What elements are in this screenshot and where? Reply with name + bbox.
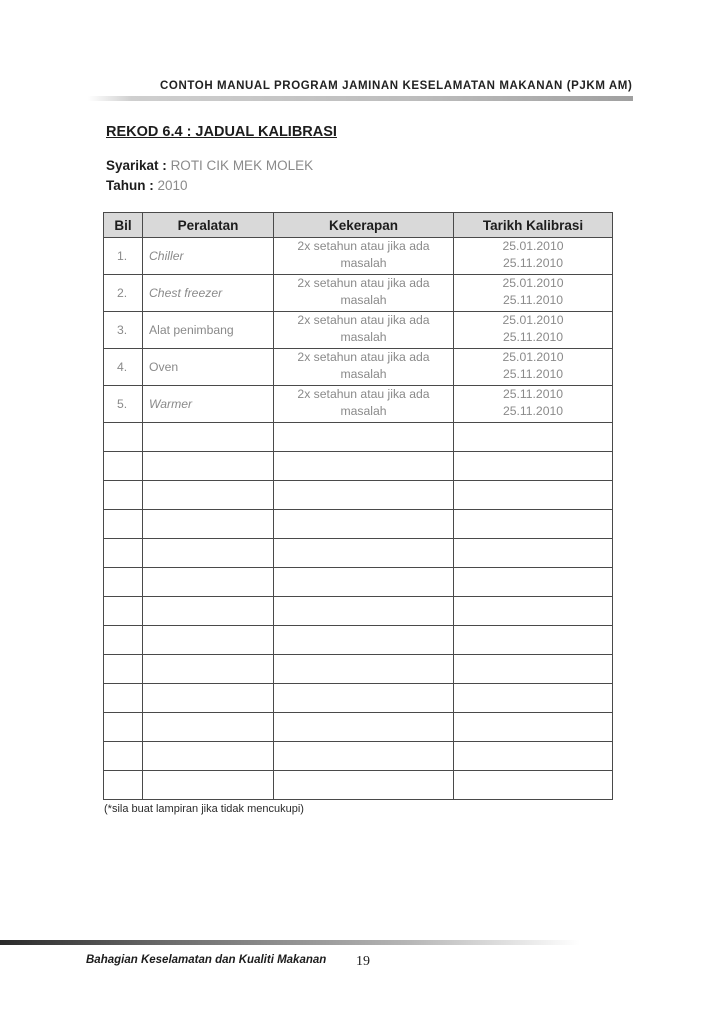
frequency-cell xyxy=(274,238,454,275)
year-value: 2010 xyxy=(157,178,188,193)
empty-table-row xyxy=(104,597,613,626)
empty-cell xyxy=(104,568,143,597)
company-label: Syarikat : xyxy=(106,158,167,173)
empty-cell xyxy=(274,655,454,684)
empty-table-row xyxy=(104,684,613,713)
row-number: 2. xyxy=(104,275,143,312)
calibration-date-2: 25.11.2010 xyxy=(502,404,564,418)
empty-cell xyxy=(143,568,274,597)
empty-table-row xyxy=(104,452,613,481)
empty-cell xyxy=(143,597,274,626)
calibration-date-cell xyxy=(454,349,613,386)
empty-table-row xyxy=(104,742,613,771)
row-number: 1. xyxy=(104,238,143,275)
empty-cell xyxy=(274,452,454,481)
empty-cell xyxy=(274,597,454,626)
header-rule xyxy=(88,96,633,101)
empty-cell xyxy=(454,423,613,452)
equipment-name: Chest freezer xyxy=(143,275,274,312)
empty-cell xyxy=(143,742,274,771)
row-number: 4. xyxy=(104,349,143,386)
empty-table-row xyxy=(104,771,613,800)
empty-cell xyxy=(454,655,613,684)
empty-cell xyxy=(104,510,143,539)
table-row xyxy=(104,349,613,386)
equipment-name: Warmer xyxy=(143,386,274,423)
frequency-line-1: 2x setahun atau jika ada xyxy=(297,313,430,327)
empty-cell xyxy=(274,626,454,655)
empty-cell xyxy=(143,481,274,510)
frequency-cell xyxy=(274,349,454,386)
footer-department: Bahagian Keselamatan dan Kualiti Makanan xyxy=(86,954,327,966)
empty-cell xyxy=(454,510,613,539)
calibration-date-1: 25.01.2010 xyxy=(502,313,564,327)
frequency-line-1: 2x setahun atau jika ada xyxy=(297,239,430,253)
empty-cell xyxy=(104,626,143,655)
calibration-date-cell xyxy=(454,312,613,349)
running-header: CONTOH MANUAL PROGRAM JAMINAN KESELAMATAN MAKANAN (PJKM AM) xyxy=(160,80,633,92)
empty-cell xyxy=(143,713,274,742)
empty-cell xyxy=(454,597,613,626)
footer-rule xyxy=(0,940,580,945)
empty-table-row xyxy=(104,626,613,655)
empty-table-row xyxy=(104,568,613,597)
empty-cell xyxy=(274,742,454,771)
frequency-line-1: 2x setahun atau jika ada xyxy=(297,387,430,401)
empty-cell xyxy=(104,655,143,684)
footnote: (*sila buat lampiran jika tidak mencukupi) xyxy=(104,803,304,815)
empty-cell xyxy=(143,452,274,481)
frequency-line-2: masalah xyxy=(340,293,387,307)
empty-cell xyxy=(104,539,143,568)
column-header-bil: Bil xyxy=(104,213,143,238)
frequency-cell xyxy=(274,386,454,423)
empty-table-row xyxy=(104,539,613,568)
empty-table-row xyxy=(104,510,613,539)
frequency-cell xyxy=(274,275,454,312)
empty-cell xyxy=(143,423,274,452)
table-row xyxy=(104,238,613,275)
empty-cell xyxy=(143,539,274,568)
calibration-date-2: 25.11.2010 xyxy=(502,330,564,344)
calibration-date-1: 25.01.2010 xyxy=(502,276,564,290)
page-number: 19 xyxy=(356,954,370,969)
frequency-line-2: masalah xyxy=(340,404,387,418)
row-number: 3. xyxy=(104,312,143,349)
empty-cell xyxy=(454,713,613,742)
empty-cell xyxy=(143,655,274,684)
company-line xyxy=(106,158,313,173)
empty-cell xyxy=(454,452,613,481)
empty-cell xyxy=(454,684,613,713)
empty-cell xyxy=(104,481,143,510)
table-row xyxy=(104,275,613,312)
calibration-date-2: 25.11.2010 xyxy=(502,256,564,270)
frequency-line-2: masalah xyxy=(340,256,387,270)
empty-cell xyxy=(274,771,454,800)
empty-cell xyxy=(274,568,454,597)
equipment-name: Oven xyxy=(143,349,274,386)
frequency-line-2: masalah xyxy=(340,367,387,381)
calibration-date-1: 25.11.2010 xyxy=(502,387,564,401)
empty-cell xyxy=(143,771,274,800)
calibration-date-1: 25.01.2010 xyxy=(502,239,564,253)
empty-cell xyxy=(454,626,613,655)
calibration-date-2: 25.11.2010 xyxy=(502,293,564,307)
empty-table-row xyxy=(104,423,613,452)
empty-cell xyxy=(454,771,613,800)
empty-cell xyxy=(104,423,143,452)
empty-cell xyxy=(143,626,274,655)
empty-cell xyxy=(104,771,143,800)
table-row xyxy=(104,312,613,349)
empty-table-row xyxy=(104,481,613,510)
empty-cell xyxy=(454,742,613,771)
calibration-date-cell xyxy=(454,386,613,423)
frequency-line-1: 2x setahun atau jika ada xyxy=(297,276,430,290)
empty-cell xyxy=(104,713,143,742)
empty-cell xyxy=(274,423,454,452)
empty-cell xyxy=(274,713,454,742)
frequency-line-2: masalah xyxy=(340,330,387,344)
empty-cell xyxy=(454,539,613,568)
empty-table-row xyxy=(104,713,613,742)
column-header-tarikh-kalibrasi: Tarikh Kalibrasi xyxy=(454,213,613,238)
row-number: 5. xyxy=(104,386,143,423)
calibration-date-2: 25.11.2010 xyxy=(502,367,564,381)
equipment-name: Chiller xyxy=(143,238,274,275)
company-value: ROTI CIK MEK MOLEK xyxy=(170,158,314,173)
calibration-date-cell xyxy=(454,238,613,275)
year-label: Tahun : xyxy=(106,178,154,193)
empty-cell xyxy=(274,539,454,568)
record-title: REKOD 6.4 : JADUAL KALIBRASI xyxy=(106,124,337,140)
table-header-row xyxy=(104,213,613,238)
empty-cell xyxy=(104,742,143,771)
empty-cell xyxy=(274,481,454,510)
empty-cell xyxy=(274,684,454,713)
empty-cell xyxy=(104,684,143,713)
frequency-line-1: 2x setahun atau jika ada xyxy=(297,350,430,364)
calibration-table xyxy=(103,212,613,800)
empty-cell xyxy=(104,597,143,626)
column-header-peralatan: Peralatan xyxy=(143,213,274,238)
empty-table-row xyxy=(104,655,613,684)
empty-cell xyxy=(274,510,454,539)
empty-cell xyxy=(454,568,613,597)
year-line xyxy=(106,178,188,193)
column-header-kekerapan: Kekerapan xyxy=(274,213,454,238)
empty-cell xyxy=(143,684,274,713)
calibration-date-1: 25.01.2010 xyxy=(502,350,564,364)
equipment-name: Alat penimbang xyxy=(143,312,274,349)
empty-cell xyxy=(143,510,274,539)
calibration-date-cell xyxy=(454,275,613,312)
frequency-cell xyxy=(274,312,454,349)
table-row xyxy=(104,386,613,423)
empty-cell xyxy=(454,481,613,510)
empty-cell xyxy=(104,452,143,481)
